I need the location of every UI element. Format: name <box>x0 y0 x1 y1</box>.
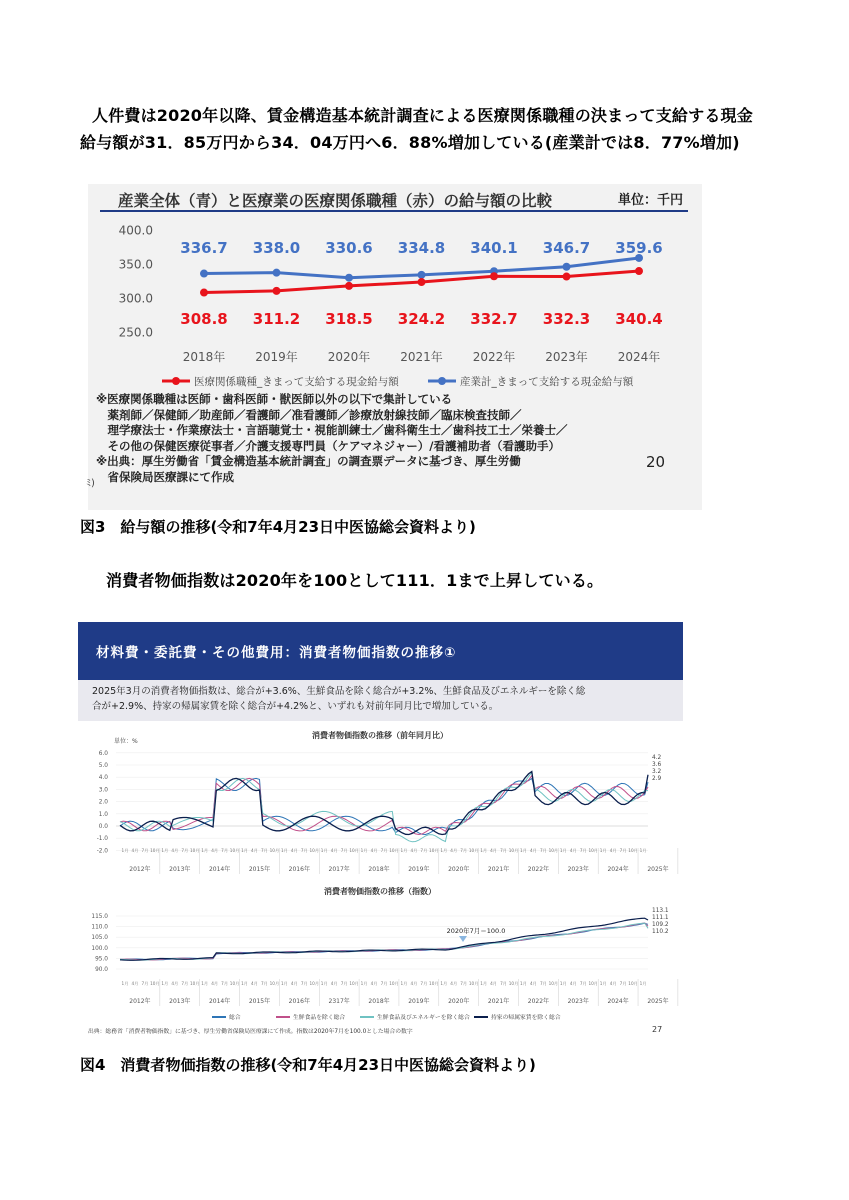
top-series-line <box>120 772 648 842</box>
bottom-year-label: 2015年 <box>248 998 271 1005</box>
y-tick-label: 300.0 <box>118 291 153 306</box>
top-month-tick: 10月 <box>389 848 399 853</box>
bottom-month-tick: 1月 <box>360 981 368 986</box>
top-month-tick: 1月 <box>360 848 368 853</box>
top-month-tick: 7月 <box>300 848 308 853</box>
bottom-y-tick: 110.0 <box>91 924 108 931</box>
top-month-tick: 4月 <box>131 848 139 853</box>
top-month-tick: 10月 <box>189 848 200 853</box>
data-point <box>563 263 571 271</box>
intro-line-2: 給与額が31．85万円から34．04万円へ6．88%増加している(産業計では8．77%増加) <box>80 133 740 152</box>
bottom-month-tick: 4月 <box>131 981 139 986</box>
top-month-tick: 10月 <box>588 848 598 853</box>
bottom-year-label: 2023年 <box>567 998 589 1005</box>
data-point <box>273 269 281 277</box>
top-month-tick: 10月 <box>349 848 359 853</box>
top-month-tick: 1月 <box>599 848 607 853</box>
note-line: 省保険局医療課にて作成 <box>96 469 234 484</box>
data-point <box>345 274 353 282</box>
data-point <box>273 287 281 295</box>
bottom-end-label: 110.2 <box>652 929 669 935</box>
summary-line-2: 合が+2.9%、持家の帰属家賃を除く総合が+4.2%と、いずれも対前年同月比で増加している。 <box>92 701 499 712</box>
x-tick-label: 2020年 <box>327 350 371 364</box>
bottom-month-tick: 4月 <box>290 981 298 986</box>
top-month-tick: 4月 <box>569 848 577 853</box>
bottom-month-tick: 10月 <box>508 981 519 986</box>
intro-paragraph <box>80 102 753 156</box>
bottom-month-tick: 4月 <box>370 981 378 986</box>
top-year-label: 2020年 <box>448 866 470 873</box>
bottom-month-tick: 10月 <box>349 981 359 986</box>
top-month-tick: 10月 <box>309 848 320 853</box>
data-label: 340.1 <box>470 239 518 257</box>
bottom-month-tick: 7月 <box>340 981 348 986</box>
top-month-tick: 1月 <box>320 848 328 853</box>
x-tick-label: 2019年 <box>255 350 298 364</box>
bottom-month-tick: 4月 <box>609 981 617 986</box>
legend-blue-marker <box>438 377 446 385</box>
figure-3-salary-chart <box>88 184 702 510</box>
top-month-tick: 1月 <box>241 848 248 853</box>
top-year-label: 2025年 <box>647 866 669 873</box>
data-label: 336.7 <box>180 239 228 257</box>
top-year-label: 2019年 <box>408 866 430 873</box>
bottom-y-tick: 115.0 <box>91 914 108 920</box>
top-month-tick: 7月 <box>500 848 507 853</box>
bottom-month-tick: 1月 <box>400 981 408 986</box>
bottom-month-tick: 4月 <box>530 981 537 986</box>
data-label: 330.6 <box>325 239 373 257</box>
bottom-year-label: 2022年 <box>527 998 550 1005</box>
top-y-tick: 3.0 <box>98 787 108 794</box>
legend-label: 生鮮食品を除く総合 <box>293 1015 346 1021</box>
top-y-tick: -2.0 <box>96 848 108 855</box>
bottom-month-tick: 1月 <box>559 981 567 986</box>
annotation-marker-icon <box>459 936 467 942</box>
legend-label: 生鮮食品及びエネルギーを除く総合 <box>377 1015 470 1021</box>
top-chart-title: 消費者物価指数の推移（前年同月比） <box>312 731 448 740</box>
bottom-year-label: 2012年 <box>129 998 151 1005</box>
summary-line-1: 2025年3月の消費者物価指数は、総合が+3.6%、生鮮食品を除く総合が+3.2%、生鮮食品及びエネルギーを除く総 <box>92 686 586 697</box>
bottom-month-tick: 7月 <box>181 981 189 986</box>
top-month-tick: 1月 <box>559 848 567 853</box>
bottom-end-label: 109.2 <box>652 922 669 928</box>
top-month-tick: 7月 <box>420 848 428 853</box>
bottom-month-tick: 10月 <box>189 981 200 986</box>
intro-line-1: 人件費は2020年以降、賃金構造基本統計調査による医療関係職種の決まって支給する現金 <box>92 106 753 125</box>
bottom-series-line <box>120 918 648 960</box>
bottom-month-tick: 1月 <box>161 981 169 986</box>
slide-banner-title: 材料費・委託費・その他費用：消費者物価指数の推移① <box>96 645 457 661</box>
bottom-month-tick: 4月 <box>569 981 577 986</box>
top-y-tick: 4.0 <box>98 775 108 782</box>
top-month-tick: 7月 <box>340 848 348 853</box>
bottom-month-tick: 4月 <box>490 981 498 986</box>
bottom-month-tick: 7月 <box>460 981 468 986</box>
top-year-label: 2013年 <box>169 866 191 873</box>
bottom-chart-title: 消費者物価指数の推移（指数） <box>324 887 436 896</box>
bottom-year-label: 2014年 <box>208 998 231 1005</box>
top-year-label: 2012年 <box>129 866 151 873</box>
figure-4-caption: 図4 消費者物価指数の推移(令和7年4月23日中医協総会資料より) <box>80 1056 536 1074</box>
bottom-chart-annotation: 2020年7月＝100.0 <box>446 927 506 935</box>
top-y-tick: 6.0 <box>98 750 108 757</box>
bottom-month-tick: 10月 <box>628 981 638 986</box>
top-month-tick: 7月 <box>261 848 268 853</box>
bottom-month-tick: 7月 <box>221 981 229 986</box>
x-tick-label: 2022年 <box>472 350 516 364</box>
data-label: 332.7 <box>470 310 518 328</box>
bottom-month-tick: 7月 <box>300 981 308 986</box>
top-month-tick: 7月 <box>579 848 587 853</box>
bottom-month-tick: 4月 <box>171 981 179 986</box>
top-month-tick: 7月 <box>619 848 627 853</box>
bottom-year-label: 2024年 <box>607 998 629 1005</box>
top-month-tick: 4月 <box>251 848 258 853</box>
top-month-tick: 10月 <box>429 848 439 853</box>
bottom-y-tick: 95.0 <box>95 956 108 963</box>
top-month-tick: 10月 <box>150 848 160 853</box>
top-end-label: 4.2 <box>652 755 662 761</box>
top-chart-unit: 単位：% <box>114 738 138 745</box>
top-month-tick: 4月 <box>450 848 458 853</box>
top-month-tick: 10月 <box>508 848 519 853</box>
data-point <box>635 267 643 275</box>
top-month-tick: 7月 <box>221 848 229 853</box>
note-line: 薬剤師／保健師／助産師／看護師／准看護師／診療放射線技師／臨床検査技師／ <box>96 407 522 422</box>
bottom-year-label: 2019年 <box>408 998 430 1005</box>
bottom-month-tick: 1月 <box>480 981 488 986</box>
data-label: 324.2 <box>397 310 446 328</box>
data-label: 346.7 <box>542 239 591 257</box>
bottom-y-tick: 100.0 <box>91 945 108 952</box>
bottom-month-tick: 7月 <box>261 981 268 986</box>
figure-3-page-number: 20 <box>646 453 666 471</box>
top-month-tick: 1月 <box>121 848 129 853</box>
top-month-tick: 1月 <box>480 848 488 853</box>
top-year-label: 2021年 <box>487 866 510 873</box>
bottom-series-line <box>120 923 648 960</box>
figure-3-notes <box>96 392 568 485</box>
bottom-month-tick: 7月 <box>380 981 388 986</box>
bottom-month-tick: 10月 <box>229 981 240 986</box>
bottom-month-tick: 7月 <box>539 981 547 986</box>
y-tick-label: 250.0 <box>118 325 153 340</box>
top-month-tick: 4月 <box>211 848 219 853</box>
top-month-tick: 10月 <box>269 848 280 853</box>
bottom-month-tick: 10月 <box>468 981 479 986</box>
x-tick-label: 2018年 <box>182 350 226 364</box>
top-year-label: 2022年 <box>527 866 550 873</box>
top-year-label: 2018年 <box>368 866 390 873</box>
top-month-tick: 1月 <box>280 848 288 853</box>
top-month-tick: 7月 <box>141 848 149 853</box>
bottom-month-tick: 1月 <box>440 981 448 986</box>
top-year-label: 2023年 <box>567 866 589 873</box>
bottom-month-tick: 1月 <box>201 981 209 986</box>
figure-4-source: 出典：総務省「消費者物価指数」に基づき、厚生労働省保険局医療課にて作成。指数は2020年7月を100.0とした場合の数字 <box>88 1029 413 1035</box>
top-y-tick: 2.0 <box>98 799 108 806</box>
bottom-month-tick: 10月 <box>588 981 598 986</box>
top-month-tick: 4月 <box>330 848 338 853</box>
bottom-year-label: 2020年 <box>448 998 470 1005</box>
x-tick-label: 2024年 <box>617 350 661 364</box>
top-end-label: 3.6 <box>652 762 662 768</box>
data-point <box>345 282 353 290</box>
bottom-series-line <box>120 923 648 960</box>
slide-summary <box>78 680 683 721</box>
bottom-month-tick: 4月 <box>211 981 219 986</box>
top-y-tick: -1.0 <box>96 836 108 843</box>
data-point <box>563 273 571 281</box>
top-month-tick: 1月 <box>201 848 209 853</box>
y-tick-label: 400.0 <box>118 223 153 238</box>
legend-label: 総合 <box>229 1015 241 1021</box>
bottom-month-tick: 7月 <box>141 981 149 986</box>
data-label: 318.5 <box>325 310 373 328</box>
legend-blue-label: 産業計_きまって支給する現金給与額 <box>460 376 634 388</box>
figure-4-cpi-slide <box>78 622 683 1042</box>
x-tick-label: 2023年 <box>545 350 588 364</box>
bottom-end-label: 111.1 <box>652 915 669 921</box>
bottom-month-tick: 10月 <box>269 981 280 986</box>
data-point <box>418 278 426 286</box>
data-point <box>490 272 498 280</box>
bottom-month-tick: 4月 <box>410 981 418 986</box>
bottom-month-tick: 1月 <box>320 981 328 986</box>
bottom-y-tick: 105.0 <box>91 935 108 942</box>
bottom-series-line <box>120 923 648 960</box>
top-month-tick: 1月 <box>161 848 169 853</box>
bottom-month-tick: 1月 <box>639 981 647 986</box>
data-point <box>418 271 426 279</box>
bottom-month-tick: 10月 <box>309 981 320 986</box>
bottom-year-label: 2025年 <box>647 998 669 1005</box>
top-month-tick: 4月 <box>171 848 179 853</box>
top-month-tick: 10月 <box>229 848 240 853</box>
legend-red-marker <box>172 377 180 385</box>
bottom-month-tick: 4月 <box>251 981 258 986</box>
note-line: その他の保健医療従事者／介護支援専門員（ケアマネジャー）/看護補助者（看護助手） <box>96 438 560 453</box>
bottom-month-tick: 1月 <box>599 981 607 986</box>
data-label: 359.6 <box>615 239 663 257</box>
slide-banner <box>78 622 683 680</box>
top-month-tick: 10月 <box>628 848 638 853</box>
top-year-label: 2014年 <box>208 866 231 873</box>
bottom-year-label: 2018年 <box>368 998 390 1005</box>
bottom-month-tick: 10月 <box>548 981 559 986</box>
bottom-month-tick: 7月 <box>619 981 627 986</box>
bottom-month-tick: 7月 <box>579 981 587 986</box>
bottom-year-label: 2016年 <box>288 998 310 1005</box>
top-end-label: 3.2 <box>652 769 662 775</box>
top-month-tick: 1月 <box>440 848 448 853</box>
top-month-tick: 10月 <box>548 848 559 853</box>
bottom-month-tick: 4月 <box>450 981 458 986</box>
bottom-month-tick: 7月 <box>420 981 428 986</box>
top-month-tick: 4月 <box>530 848 537 853</box>
bottom-year-label: 2013年 <box>169 998 191 1005</box>
legend-label: 持家の帰属家賃を除く総合 <box>491 1015 561 1021</box>
figure-4-page-number: 27 <box>652 1025 663 1034</box>
top-year-label: 2024年 <box>607 866 629 873</box>
top-month-tick: 4月 <box>370 848 378 853</box>
top-year-label: 2017年 <box>328 866 350 873</box>
note-line: ※出典：厚生労働省「賃金構造基本統計調査」の調査票データに基づき、厚生労働 <box>96 454 521 468</box>
figure-3-caption: 図3 給与額の推移(令和7年4月23日中医協総会資料より) <box>80 518 476 536</box>
data-label: 311.2 <box>252 310 301 328</box>
top-month-tick: 4月 <box>609 848 617 853</box>
top-month-tick: 7月 <box>380 848 388 853</box>
data-label: 340.4 <box>615 310 663 328</box>
note-line: ※医療関係職種は医師・歯科医師・獣医師以外の以下で集計している <box>96 392 453 406</box>
top-year-label: 2015年 <box>248 866 271 873</box>
top-month-tick: 1月 <box>639 848 647 853</box>
legend-red-label: 医療関係職種_きまって支給する現金給与額 <box>194 376 399 388</box>
figure-3-unit: 単位：千円 <box>618 193 684 208</box>
bottom-month-tick: 10月 <box>429 981 439 986</box>
top-month-tick: 1月 <box>520 848 527 853</box>
top-month-tick: 7月 <box>539 848 547 853</box>
bottom-month-tick: 4月 <box>330 981 338 986</box>
bottom-month-tick: 10月 <box>150 981 160 986</box>
data-point <box>200 289 208 297</box>
bottom-month-tick: 1月 <box>280 981 288 986</box>
top-y-tick: 0.0 <box>98 824 108 830</box>
bottom-month-tick: 1月 <box>241 981 248 986</box>
note-line: 理学療法士・作業療法士・言語聴覚士・視能訓練士／歯科衛生士／歯科技工士／栄養士／ <box>96 423 568 437</box>
x-tick-label: 2021年 <box>400 350 443 364</box>
data-label: 334.8 <box>397 239 446 257</box>
data-label: 308.8 <box>180 310 228 328</box>
top-y-tick: 5.0 <box>98 763 108 769</box>
top-month-tick: 7月 <box>181 848 189 853</box>
top-month-tick: 1月 <box>400 848 408 853</box>
bottom-y-tick: 90.0 <box>95 967 108 973</box>
top-end-label: 2.9 <box>652 776 662 782</box>
cpi-charts <box>78 721 683 1042</box>
bottom-year-label: 2021年 <box>487 998 510 1005</box>
top-month-tick: 7月 <box>460 848 468 853</box>
y-tick-label: 350.0 <box>118 257 153 272</box>
top-month-tick: 4月 <box>490 848 498 853</box>
figure-3-title: 産業全体（青）と医療業の医療関係職種（赤）の給与額の比較 <box>118 192 553 210</box>
top-y-tick: 1.0 <box>98 811 108 818</box>
bottom-year-label: 2317年 <box>328 998 350 1005</box>
top-month-tick: 10月 <box>468 848 479 853</box>
data-label: 332.3 <box>542 310 591 328</box>
bottom-month-tick: 10月 <box>389 981 399 986</box>
bottom-end-label: 113.1 <box>652 908 669 914</box>
bottom-month-tick: 1月 <box>520 981 527 986</box>
cpi-paragraph: 消費者物価指数は2020年を100として111．1まで上昇している。 <box>106 571 604 590</box>
top-year-label: 2016年 <box>288 866 310 873</box>
data-label: 338.0 <box>252 239 301 257</box>
data-point <box>200 270 208 278</box>
bottom-month-tick: 7月 <box>500 981 507 986</box>
top-month-tick: 4月 <box>290 848 298 853</box>
top-month-tick: 4月 <box>410 848 418 853</box>
figure-3-left-mark: ﾐ) <box>86 478 95 489</box>
bottom-month-tick: 1月 <box>121 981 129 986</box>
